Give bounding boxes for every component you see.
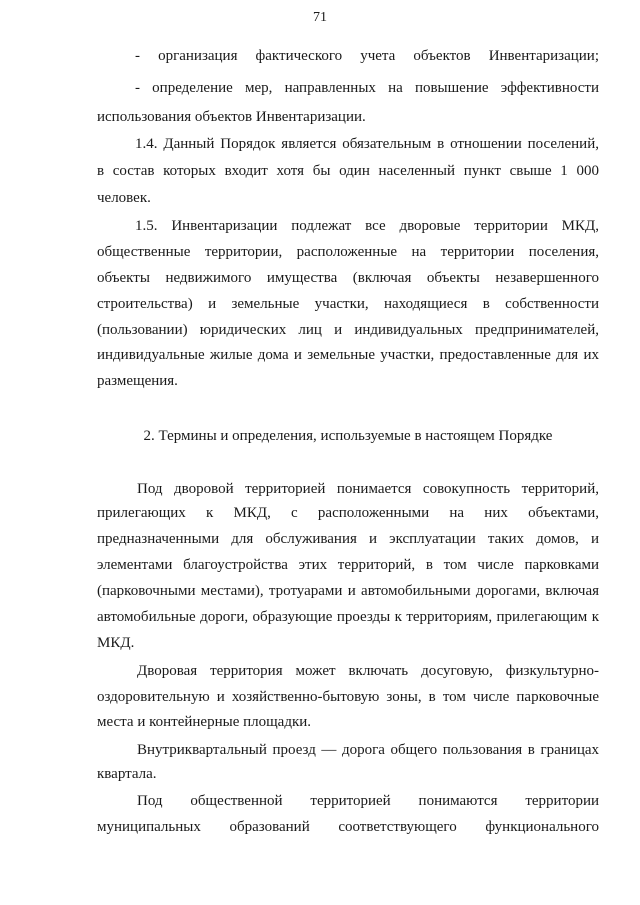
clause-1-5-line-7: размещения. [97, 373, 178, 389]
definition-yard-line-2: прилегающих к МКД, с расположенными на них объектами, [97, 505, 599, 521]
yard-zones-line-3: места и контейнерные площадки. [97, 714, 312, 730]
definition-yard-line-3: предназначенными для обслуживания и эксплуатации таких домов, и [97, 531, 599, 547]
clause-1-4-line-3: человек. [97, 190, 151, 206]
list-item-accounting: - организация фактического учета объектов Инвентаризации; [135, 48, 599, 64]
definition-public-territory: Под общественной территорией понимаются территории [137, 793, 599, 809]
definition-passage: Внутриквартальный проезд — дорога общего пользования в границах [137, 742, 599, 758]
clause-1-4: 1.4. Данный Порядок является обязательным в отношении поселений, [135, 136, 599, 152]
clause-1-5-line-2: общественные территории, расположенные на территории поселения, [97, 244, 599, 260]
clause-1-5-line-3: объекты недвижимого имущества (включая объекты незавершенного [97, 270, 599, 286]
list-item-measures: - определение мер, направленных на повышение эффективности [135, 80, 599, 96]
definition-passage-line-2: квартала. [97, 766, 157, 782]
definition-public-territory-line-2: муниципальных образований соответствующего функционального [97, 819, 599, 835]
clause-1-5-line-4: строительства) и земельные участки, находящиеся в собственности [97, 296, 599, 312]
definition-yard-line-5: (парковочными местами), тротуарами и автомобильными дорогами, включая [97, 583, 599, 599]
clause-1-5: 1.5. Инвентаризации подлежат все дворовые территории МКД, [135, 218, 599, 234]
yard-zones: Дворовая территория может включать досуговую, физкультурно- [137, 663, 599, 679]
page-number: 71 [313, 10, 327, 25]
clause-1-4-line-2: в состав которых входит хотя бы один населенный пункт свыше 1 000 [97, 163, 599, 179]
yard-zones-line-2: оздоровительную и хозяйственно-бытовую зоны, в том числе парковочные [97, 689, 599, 705]
clause-1-5-line-6: индивидуальные жилые дома и земельные участки, предоставленные для их [97, 347, 599, 363]
clause-1-5-line-5: (пользовании) юридических лиц и индивидуальных предпринимателей, [97, 322, 599, 338]
definition-yard: Под дворовой территорией понимается совокупность территорий, [137, 481, 599, 497]
section-2-heading: 2. Термины и определения, используемые в настоящем Порядке [143, 428, 553, 444]
definition-yard-line-7: МКД. [97, 635, 135, 651]
list-item-measures-cont: использования объектов Инвентаризации. [97, 109, 366, 125]
definition-yard-line-6: автомобильные дороги, образующие проезды к территориям, прилегающим к [97, 609, 599, 625]
definition-yard-line-4: элементами благоустройства этих территорий, в том числе парковками [97, 557, 599, 573]
